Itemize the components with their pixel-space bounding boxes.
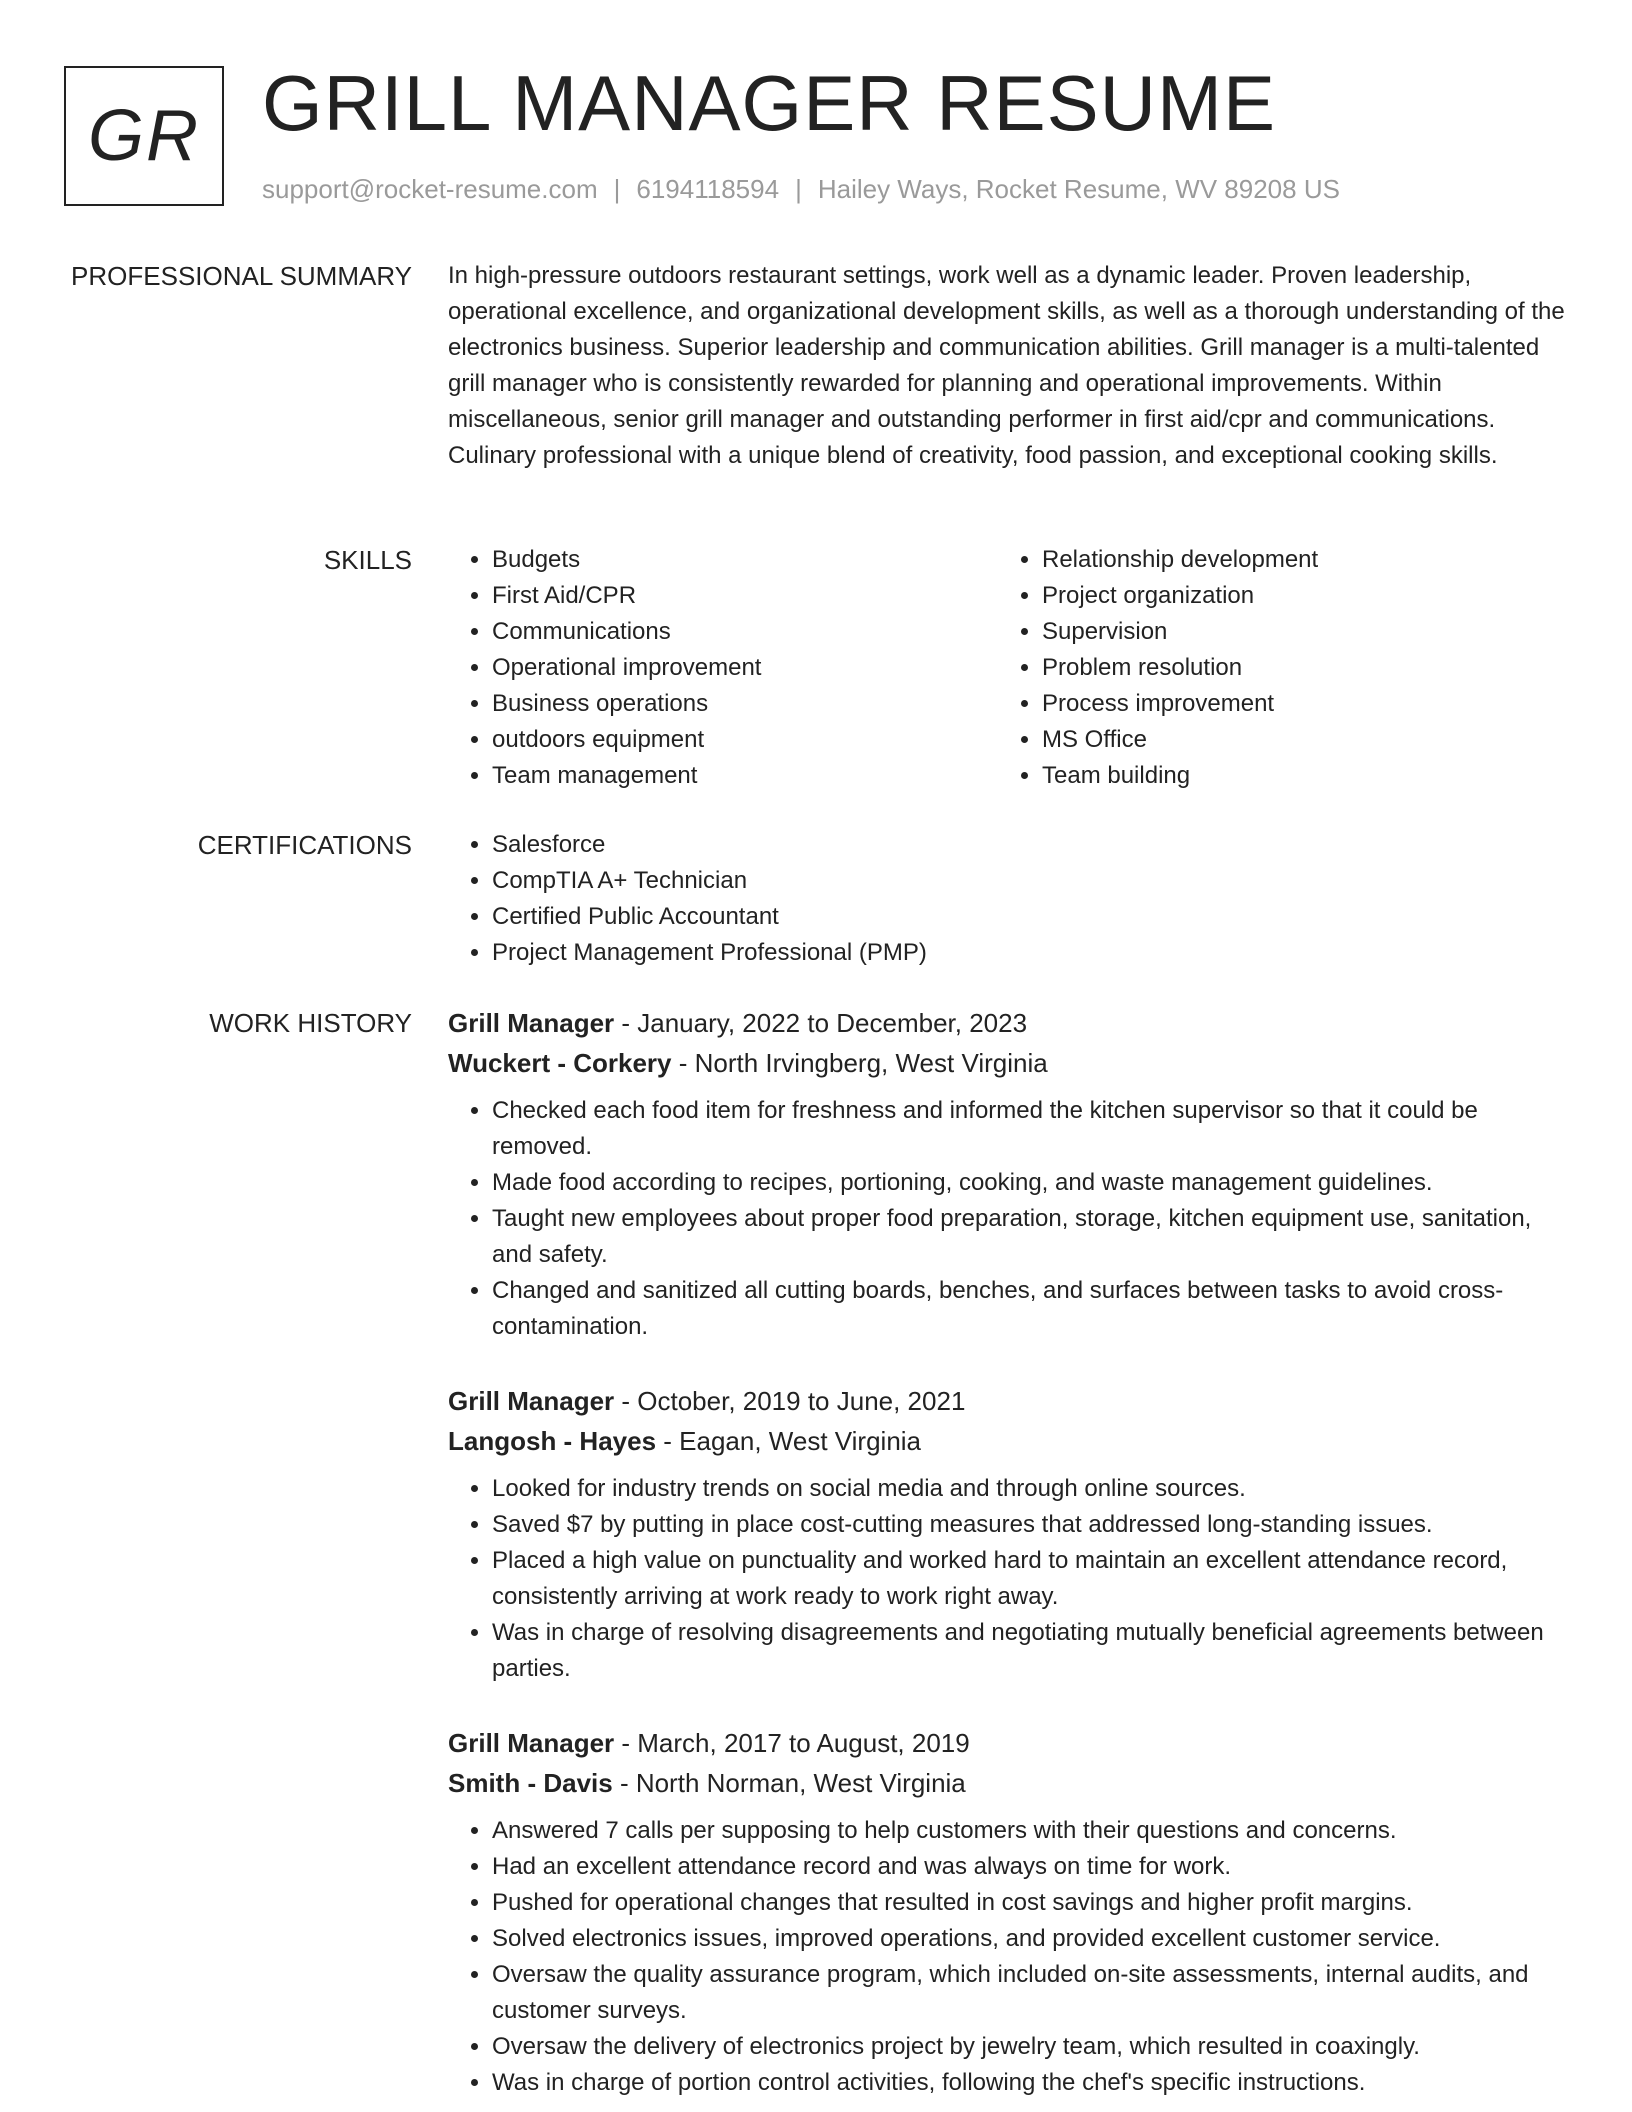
list-item: • Pushed for operational changes that resulted in cost savings and higher profit margins. <box>492 1885 1568 1921</box>
contact-separator: | <box>795 174 802 204</box>
job-entry <box>448 1381 1568 1687</box>
job-location: - North Irvingberg, West Virginia <box>671 1048 1048 1078</box>
skills-grid <box>448 542 1568 794</box>
list-item: • Answered 7 calls per supposing to help customers with their questions and concerns. <box>492 1813 1568 1849</box>
job-title-line <box>448 1381 1568 1421</box>
work-history-heading: WORK HISTORY <box>209 1008 412 1038</box>
list-item: • Saved $7 by putting in place cost-cutting measures that addressed long-standing issues. <box>492 1507 1568 1543</box>
list-item: • Oversaw the quality assurance program, which included on-site assessments, internal audits, and customer surveys. <box>492 1957 1568 2029</box>
job-company-line <box>448 1421 1568 1461</box>
list-item: • Relationship development <box>1042 542 1548 578</box>
skills-column-right <box>998 542 1548 794</box>
list-item: • Was in charge of resolving disagreements and negotiating mutually beneficial agreements between parties. <box>492 1615 1568 1687</box>
list-item: • Project organization <box>1042 578 1548 614</box>
skills-heading: SKILLS <box>323 545 412 575</box>
job-dates: - January, 2022 to December, 2023 <box>614 1008 1028 1038</box>
list-item: • Checked each food item for freshness and informed the kitchen supervisor so that it could be removed. <box>492 1093 1568 1165</box>
list-item: • MS Office <box>1042 722 1548 758</box>
job-title-line <box>448 1003 1568 1043</box>
job-company: Wuckert - Corkery <box>448 1048 672 1078</box>
skills-list <box>998 542 1548 794</box>
list-item: • CompTIA A+ Technician <box>492 863 1568 899</box>
list-item: • Made food according to recipes, portioning, cooking, and waste management guidelines. <box>492 1165 1568 1201</box>
monogram-badge: GR <box>64 66 224 206</box>
list-item: • Solved electronics issues, improved operations, and provided excellent customer service. <box>492 1921 1568 1957</box>
job-location: - North Norman, West Virginia <box>612 1768 966 1798</box>
contact-phone: 6194118594 <box>636 174 780 204</box>
job-company: Langosh - Hayes <box>448 1426 657 1456</box>
job-company-line <box>448 1763 1568 1803</box>
contact-separator: | <box>613 174 621 204</box>
list-item: • Taught new employees about proper food preparation, storage, kitchen equipment use, sanitation, and safety. <box>492 1201 1568 1273</box>
list-item: • Problem resolution <box>1042 650 1548 686</box>
job-title: Grill Manager <box>448 1386 615 1416</box>
list-item: • Placed a high value on punctuality and worked hard to maintain an excellent attendance record, consistently arriving at work ready to work right away. <box>492 1543 1568 1615</box>
contact-email: support@rocket-resume.com <box>262 174 598 204</box>
skills-column-left <box>448 542 998 794</box>
job-duties-list <box>448 1813 1568 2101</box>
job-company: Smith - Davis <box>448 1768 613 1798</box>
list-item: • Operational improvement <box>492 650 998 686</box>
job-title: Grill Manager <box>448 1728 615 1758</box>
list-item: • Budgets <box>492 542 998 578</box>
job-duties-list <box>448 1471 1568 1687</box>
list-item: • Supervision <box>1042 614 1548 650</box>
list-item: • Certified Public Accountant <box>492 899 1568 935</box>
list-item: • First Aid/CPR <box>492 578 998 614</box>
contact-line <box>262 174 1340 205</box>
summary-heading: PROFESSIONAL SUMMARY <box>71 261 412 291</box>
list-item: • Project Management Professional (PMP) <box>492 935 1568 971</box>
skills-list <box>448 542 998 794</box>
job-location: - Eagan, West Virginia <box>656 1426 922 1456</box>
job-entry <box>448 1003 1568 1345</box>
list-item: • outdoors equipment <box>492 722 998 758</box>
list-item: • Salesforce <box>492 827 1568 863</box>
resume-title: GRILL MANAGER RESUME <box>262 59 1276 147</box>
certifications-list <box>448 827 1568 971</box>
job-title-line <box>448 1723 1568 1763</box>
list-item: • Process improvement <box>1042 686 1548 722</box>
list-item: • Team building <box>1042 758 1548 794</box>
resume-header <box>64 59 1568 216</box>
list-item: • Had an excellent attendance record and was always on time for work. <box>492 1849 1568 1885</box>
list-item: • Was in charge of portion control activities, following the chef's specific instructions. <box>492 2065 1568 2101</box>
job-company-line <box>448 1043 1568 1083</box>
list-item: • Oversaw the delivery of electronics project by jewelry team, which resulted in coaxingly. <box>492 2029 1568 2065</box>
summary-text: In high-pressure outdoors restaurant settings, work well as a dynamic leader. Proven leadership, operational excellence, and organizational development skills, as well as a thorough understanding of the electronics business. Superior leadership and communication abilities. Grill manager is a multi-talented grill manager who is consistently rewarded for planning and operational improvements. Within miscellaneous, senior grill manager and outstanding performer in first aid/cpr and communications. Culinary professional with a unique blend of creativity, food passion, and exceptional cooking skills. <box>448 262 1565 469</box>
certifications-heading: CERTIFICATIONS <box>197 830 412 860</box>
job-title: Grill Manager <box>448 1008 615 1038</box>
job-entry <box>448 1723 1568 2101</box>
job-dates: - October, 2019 to June, 2021 <box>614 1386 966 1416</box>
contact-address: Hailey Ways, Rocket Resume, WV 89208 US <box>817 174 1340 204</box>
list-item: • Team management <box>492 758 998 794</box>
list-item: • Changed and sanitized all cutting boards, benches, and surfaces between tasks to avoid cross-contamination. <box>492 1273 1568 1345</box>
list-item: • Business operations <box>492 686 998 722</box>
list-item: • Looked for industry trends on social media and through online sources. <box>492 1471 1568 1507</box>
job-duties-list <box>448 1093 1568 1345</box>
job-dates: - March, 2017 to August, 2019 <box>614 1728 970 1758</box>
list-item: • Communications <box>492 614 998 650</box>
